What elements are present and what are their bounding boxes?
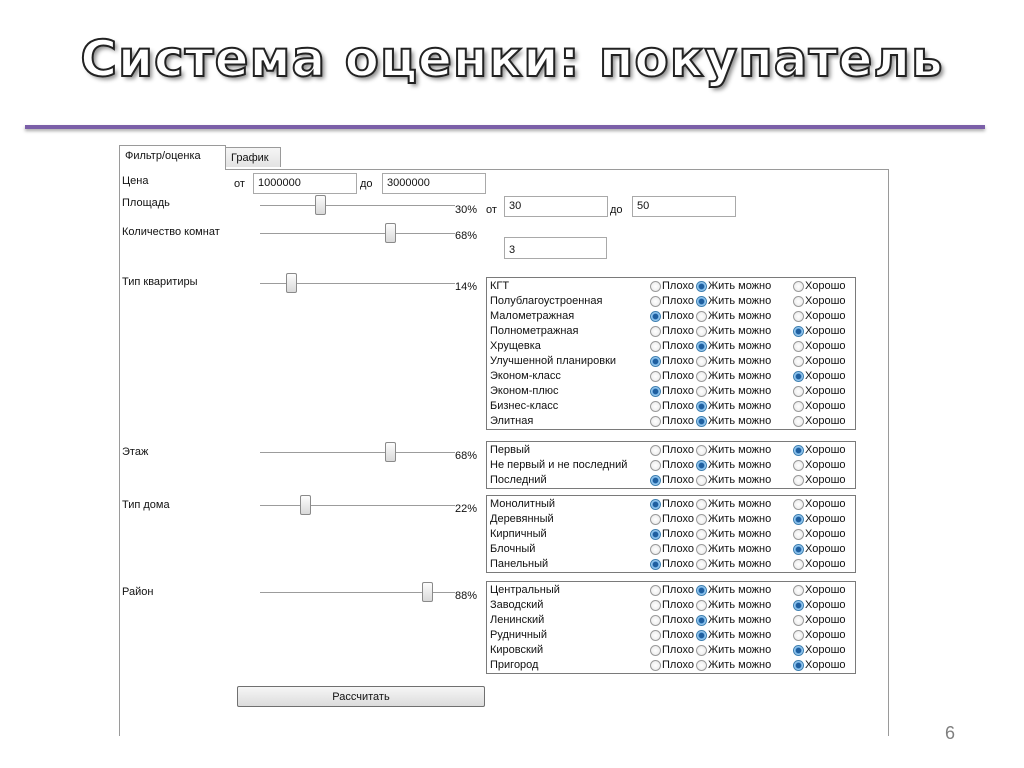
radio-button-icon[interactable] [793, 281, 804, 292]
option-row [487, 658, 855, 673]
rating-option-label: Плохо [662, 444, 694, 456]
option-row-name: Последний [490, 474, 547, 486]
radio-button-icon[interactable] [793, 645, 804, 656]
option-row [487, 384, 855, 399]
radio-button-icon[interactable] [696, 386, 707, 397]
option-row [487, 598, 855, 613]
apartment-type-slider[interactable] [260, 273, 455, 295]
radio-button-icon[interactable] [650, 475, 661, 486]
rating-option-label: Плохо [662, 355, 694, 367]
radio-button-icon[interactable] [793, 416, 804, 427]
radio-button-icon[interactable] [650, 386, 661, 397]
option-row-name: Полублагоустроенная [490, 295, 603, 307]
slider-thumb[interactable] [422, 582, 433, 602]
rating-option-label: Жить можно [708, 385, 772, 397]
option-row [487, 309, 855, 324]
rating-option-label: Жить можно [708, 459, 772, 471]
radio-button-icon[interactable] [696, 600, 707, 611]
rating-option-label: Хорошо [805, 528, 846, 540]
radio-button-icon[interactable] [793, 326, 804, 337]
radio-button-icon[interactable] [696, 296, 707, 307]
slider-track [260, 233, 455, 234]
slider-track [260, 205, 455, 206]
rating-option-label: Жить можно [708, 340, 772, 352]
radio-button-icon[interactable] [696, 326, 707, 337]
option-row-name: Блочный [490, 543, 536, 555]
district-options [486, 581, 856, 674]
option-row-name: Деревянный [490, 513, 554, 525]
rating-option-label: Жить можно [708, 295, 772, 307]
floor-percent: 68% [455, 450, 478, 462]
radio-button-icon[interactable] [696, 645, 707, 656]
rooms-slider[interactable] [260, 223, 455, 245]
house-type-percent: 22% [455, 503, 478, 515]
slider-track [260, 505, 455, 506]
rating-option-label: Жить можно [708, 513, 772, 525]
radio-button-icon[interactable] [650, 341, 661, 352]
option-row [487, 354, 855, 369]
radio-button-icon[interactable] [650, 600, 661, 611]
option-row-name: Кировский [490, 644, 544, 656]
rating-option-label: Хорошо [805, 474, 846, 486]
option-row [487, 542, 855, 557]
option-row [487, 557, 855, 572]
radio-button-icon[interactable] [793, 401, 804, 412]
rating-option-label: Жить можно [708, 498, 772, 510]
radio-button-icon[interactable] [793, 660, 804, 671]
rating-option-label: Хорошо [805, 280, 846, 292]
rating-option-label: Плохо [662, 498, 694, 510]
radio-button-icon[interactable] [696, 401, 707, 412]
rating-option-label: Хорошо [805, 659, 846, 671]
option-row [487, 473, 855, 488]
radio-button-icon[interactable] [650, 660, 661, 671]
rating-option-label: Плохо [662, 614, 694, 626]
floor-slider[interactable] [260, 442, 455, 464]
option-row [487, 527, 855, 542]
option-row [487, 324, 855, 339]
district-label: Район [122, 586, 154, 598]
house-type-options [486, 495, 856, 573]
price-from-label: от [234, 178, 245, 190]
radio-button-icon[interactable] [650, 544, 661, 555]
radio-button-icon[interactable] [650, 514, 661, 525]
option-row-name: Элитная [490, 415, 534, 427]
option-row [487, 583, 855, 598]
rating-option-label: Жить можно [708, 444, 772, 456]
slide-title: Система оценки: покупатель [80, 30, 944, 88]
radio-button-icon[interactable] [793, 460, 804, 471]
rating-option-label: Хорошо [805, 340, 846, 352]
rating-option-label: Хорошо [805, 295, 846, 307]
radio-button-icon[interactable] [793, 356, 804, 367]
radio-button-icon[interactable] [696, 445, 707, 456]
rating-option-label: Хорошо [805, 584, 846, 596]
apartment-type-label: Тип кваритиры [122, 276, 198, 288]
radio-button-icon[interactable] [650, 371, 661, 382]
radio-button-icon[interactable] [696, 475, 707, 486]
radio-button-icon[interactable] [650, 296, 661, 307]
option-row-name: Панельный [490, 558, 549, 570]
radio-button-icon[interactable] [793, 311, 804, 322]
option-row-name: Пригород [490, 659, 539, 671]
radio-button-icon[interactable] [793, 371, 804, 382]
title-divider [25, 125, 985, 129]
rating-option-label: Плохо [662, 340, 694, 352]
option-row [487, 279, 855, 294]
rooms-percent: 68% [455, 230, 478, 242]
rating-option-label: Плохо [662, 325, 694, 337]
area-slider[interactable] [260, 195, 455, 217]
radio-button-icon[interactable] [650, 645, 661, 656]
radio-button-icon[interactable] [793, 600, 804, 611]
radio-button-icon[interactable] [793, 630, 804, 641]
rooms-label: Количество комнат [122, 226, 220, 238]
rating-option-label: Плохо [662, 659, 694, 671]
area-from-label: от [486, 204, 497, 216]
option-row [487, 369, 855, 384]
radio-button-icon[interactable] [650, 499, 661, 510]
rating-option-label: Хорошо [805, 513, 846, 525]
option-row [487, 497, 855, 512]
rating-option-label: Жить можно [708, 584, 772, 596]
rating-option-label: Хорошо [805, 558, 846, 570]
radio-button-icon[interactable] [696, 311, 707, 322]
option-row [487, 512, 855, 527]
rating-option-label: Хорошо [805, 614, 846, 626]
rating-option-label: Хорошо [805, 400, 846, 412]
district-percent: 88% [455, 590, 478, 602]
radio-button-icon[interactable] [793, 386, 804, 397]
option-row [487, 643, 855, 658]
rating-option-label: Плохо [662, 629, 694, 641]
area-to-label: до [610, 204, 623, 216]
rating-option-label: Плохо [662, 295, 694, 307]
option-row-name: Первый [490, 444, 531, 456]
rating-option-label: Плохо [662, 400, 694, 412]
rating-option-label: Жить можно [708, 599, 772, 611]
option-row-name: КГТ [490, 280, 510, 292]
radio-button-icon[interactable] [696, 585, 707, 596]
slider-thumb[interactable] [385, 223, 396, 243]
price-label: Цена [122, 175, 149, 187]
area-label: Площадь [122, 197, 170, 209]
radio-button-icon[interactable] [650, 401, 661, 412]
radio-button-icon[interactable] [650, 559, 661, 570]
rating-option-label: Хорошо [805, 498, 846, 510]
rating-option-label: Плохо [662, 474, 694, 486]
radio-button-icon[interactable] [696, 460, 707, 471]
rating-option-label: Плохо [662, 415, 694, 427]
option-row [487, 458, 855, 473]
radio-button-icon[interactable] [696, 341, 707, 352]
option-row [487, 613, 855, 628]
rating-option-label: Жить можно [708, 659, 772, 671]
rating-option-label: Жить можно [708, 629, 772, 641]
radio-button-icon[interactable] [650, 630, 661, 641]
rating-option-label: Жить можно [708, 558, 772, 570]
radio-button-icon[interactable] [650, 615, 661, 626]
rating-option-label: Жить можно [708, 310, 772, 322]
rating-option-label: Жить можно [708, 355, 772, 367]
slider-thumb[interactable] [300, 495, 311, 515]
option-row-name: Эконом-класс [490, 370, 561, 382]
rating-option-label: Жить можно [708, 400, 772, 412]
rating-option-label: Хорошо [805, 370, 846, 382]
rating-option-label: Жить можно [708, 644, 772, 656]
radio-button-icon[interactable] [696, 514, 707, 525]
radio-button-icon[interactable] [650, 416, 661, 427]
option-row [487, 443, 855, 458]
slider-thumb[interactable] [385, 442, 396, 462]
radio-button-icon[interactable] [793, 296, 804, 307]
floor-options [486, 441, 856, 489]
apartment-type-percent: 14% [455, 281, 478, 293]
option-row-name: Центральный [490, 584, 560, 596]
rating-option-label: Жить можно [708, 528, 772, 540]
rating-option-label: Плохо [662, 370, 694, 382]
rating-option-label: Жить можно [708, 543, 772, 555]
area-from-input[interactable]: 30 [504, 196, 608, 217]
rating-option-label: Жить можно [708, 325, 772, 337]
price-from-input[interactable]: 1000000 [253, 173, 357, 194]
rating-option-label: Плохо [662, 599, 694, 611]
option-row-name: Монолитный [490, 498, 556, 510]
radio-button-icon[interactable] [650, 460, 661, 471]
option-row-name: Малометражная [490, 310, 575, 322]
rating-option-label: Жить можно [708, 415, 772, 427]
option-row [487, 399, 855, 414]
rating-option-label: Плохо [662, 385, 694, 397]
page-number: 6 [945, 723, 956, 743]
rating-option-label: Плохо [662, 644, 694, 656]
slider-track [260, 452, 455, 453]
slider-thumb[interactable] [315, 195, 326, 215]
radio-button-icon[interactable] [650, 311, 661, 322]
radio-button-icon[interactable] [650, 529, 661, 540]
option-row [487, 294, 855, 309]
radio-button-icon[interactable] [793, 514, 804, 525]
rating-option-label: Плохо [662, 584, 694, 596]
filter-panel [119, 169, 889, 736]
rating-option-label: Хорошо [805, 310, 846, 322]
option-row-name: Ленинский [490, 614, 545, 626]
radio-button-icon[interactable] [793, 499, 804, 510]
rating-option-label: Жить можно [708, 614, 772, 626]
radio-button-icon[interactable] [696, 529, 707, 540]
radio-button-icon[interactable] [696, 416, 707, 427]
house-type-slider[interactable] [260, 495, 455, 517]
option-row-name: Не первый и не последний [490, 459, 628, 471]
radio-button-icon[interactable] [650, 445, 661, 456]
district-slider[interactable] [260, 582, 455, 604]
house-type-label: Тип дома [122, 499, 170, 511]
radio-button-icon[interactable] [696, 356, 707, 367]
app-window [119, 145, 889, 735]
option-row-name: Кирпичный [490, 528, 547, 540]
radio-button-icon[interactable] [650, 356, 661, 367]
area-to-input[interactable]: 50 [632, 196, 736, 217]
slider-thumb[interactable] [286, 273, 297, 293]
rating-option-label: Хорошо [805, 415, 846, 427]
rating-option-label: Хорошо [805, 459, 846, 471]
option-row-name: Эконом-плюс [490, 385, 559, 397]
apartment-type-options [486, 277, 856, 430]
radio-button-icon[interactable] [696, 559, 707, 570]
rating-option-label: Жить можно [708, 370, 772, 382]
radio-button-icon[interactable] [793, 544, 804, 555]
rating-option-label: Плохо [662, 558, 694, 570]
option-row-name: Бизнес-класс [490, 400, 559, 412]
option-row-name: Рудничный [490, 629, 547, 641]
rating-option-label: Плохо [662, 310, 694, 322]
rating-option-label: Хорошо [805, 644, 846, 656]
radio-button-icon[interactable] [696, 615, 707, 626]
radio-button-icon[interactable] [696, 281, 707, 292]
rating-option-label: Хорошо [805, 355, 846, 367]
rating-option-label: Хорошо [805, 325, 846, 337]
radio-button-icon[interactable] [650, 326, 661, 337]
radio-button-icon[interactable] [696, 499, 707, 510]
radio-button-icon[interactable] [793, 585, 804, 596]
rating-option-label: Хорошо [805, 444, 846, 456]
rating-option-label: Плохо [662, 528, 694, 540]
radio-button-icon[interactable] [696, 630, 707, 641]
radio-button-icon[interactable] [793, 475, 804, 486]
radio-button-icon[interactable] [793, 559, 804, 570]
price-to-input[interactable]: 3000000 [382, 173, 486, 194]
rating-option-label: Хорошо [805, 385, 846, 397]
option-row-name: Хрущевка [490, 340, 541, 352]
rating-option-label: Жить можно [708, 280, 772, 292]
area-percent: 30% [455, 204, 478, 216]
option-row-name: Заводский [490, 599, 544, 611]
rating-option-label: Плохо [662, 513, 694, 525]
rating-option-label: Хорошо [805, 543, 846, 555]
radio-button-icon[interactable] [793, 615, 804, 626]
tab-chart[interactable]: График [225, 147, 281, 167]
radio-button-icon[interactable] [793, 445, 804, 456]
rating-option-label: Плохо [662, 543, 694, 555]
option-row [487, 414, 855, 429]
option-row [487, 628, 855, 643]
rating-option-label: Плохо [662, 459, 694, 471]
rating-option-label: Жить можно [708, 474, 772, 486]
radio-button-icon[interactable] [793, 529, 804, 540]
rating-option-label: Хорошо [805, 599, 846, 611]
floor-label: Этаж [122, 446, 149, 458]
radio-button-icon[interactable] [696, 544, 707, 555]
price-to-label: до [360, 178, 373, 190]
option-row-name: Улучшенной планировки [490, 355, 617, 367]
radio-button-icon[interactable] [650, 281, 661, 292]
tab-filter-rating[interactable]: Фильтр/оценка [119, 145, 226, 170]
radio-button-icon[interactable] [696, 371, 707, 382]
radio-button-icon[interactable] [793, 341, 804, 352]
rooms-input[interactable]: 3 [504, 237, 607, 259]
rating-option-label: Хорошо [805, 629, 846, 641]
radio-button-icon[interactable] [650, 585, 661, 596]
option-row-name: Полнометражная [490, 325, 579, 337]
option-row [487, 339, 855, 354]
rating-option-label: Плохо [662, 280, 694, 292]
radio-button-icon[interactable] [696, 660, 707, 671]
calculate-button[interactable]: Рассчитать [237, 686, 485, 707]
